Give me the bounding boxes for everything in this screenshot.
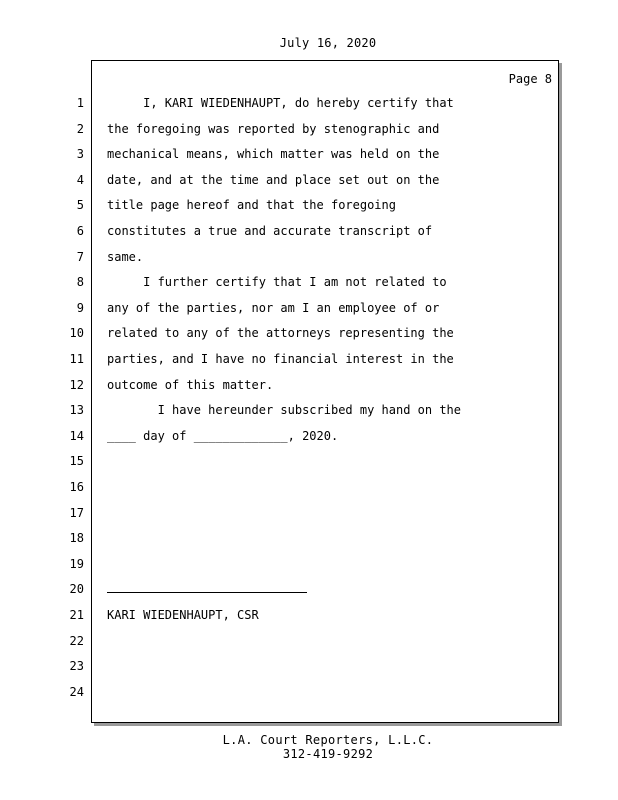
line-number: 18 <box>69 531 84 546</box>
line-number: 3 <box>76 147 84 162</box>
line-number: 13 <box>69 403 84 418</box>
line-number: 1 <box>76 96 84 110</box>
transcript-line: related to any of the attorneys representing the <box>107 326 454 341</box>
transcript-line: I further certify that I am not related to <box>107 275 447 290</box>
line-number: 17 <box>69 505 84 520</box>
line-number: 10 <box>69 326 84 341</box>
transcript-line: mechanical means, which matter was held on the <box>107 147 440 162</box>
transcript-line: KARI WIEDENHAUPT, CSR <box>107 608 259 622</box>
line-number: 22 <box>69 633 84 648</box>
transcript-line: constitutes a true and accurate transcript of <box>107 224 433 238</box>
line-number: 7 <box>76 249 84 264</box>
line-number: 24 <box>69 684 84 699</box>
line-number: 9 <box>76 300 84 315</box>
transcript-line: any of the parties, nor am I an employee of or <box>107 300 440 315</box>
line-number: 23 <box>69 659 84 674</box>
transcript-line: outcome of this matter. <box>107 377 274 392</box>
line-number: 12 <box>69 377 84 392</box>
line-number: 20 <box>69 582 84 597</box>
signature-line <box>107 592 307 593</box>
line-number: 21 <box>69 608 84 622</box>
line-number: 5 <box>76 198 84 213</box>
line-number: 19 <box>69 556 84 571</box>
transcript-line: the foregoing was reported by stenographic and <box>107 121 440 136</box>
transcript-line: same. <box>107 249 144 264</box>
transcript-line: I have hereunder subscribed my hand on the <box>107 403 462 418</box>
line-number: 6 <box>76 224 84 238</box>
footer <box>0 733 618 761</box>
line-number: 2 <box>76 121 84 136</box>
line-number: 14 <box>69 428 84 443</box>
transcript-line: I, KARI WIEDENHAUPT, do hereby certify that <box>107 96 454 110</box>
transcript-line: date, and at the time and place set out on the <box>107 172 440 187</box>
line-number: 8 <box>76 275 84 290</box>
footer-company: L.A. Court Reporters, L.L.C. <box>222 733 434 747</box>
line-number: 15 <box>69 454 84 469</box>
page-number: Page 8 <box>508 72 552 86</box>
line-number: 4 <box>76 172 84 187</box>
transcript-line: parties, and I have no financial interest in the <box>107 352 454 366</box>
header-date: July 16, 2020 <box>279 36 377 50</box>
footer-phone: 312-419-9292 <box>282 747 374 761</box>
line-number: 11 <box>69 352 84 366</box>
line-number: 16 <box>69 480 84 494</box>
transcript-line: title page hereof and that the foregoing <box>107 198 396 213</box>
transcript-line: ____ day of _____________, 2020. <box>107 428 339 443</box>
